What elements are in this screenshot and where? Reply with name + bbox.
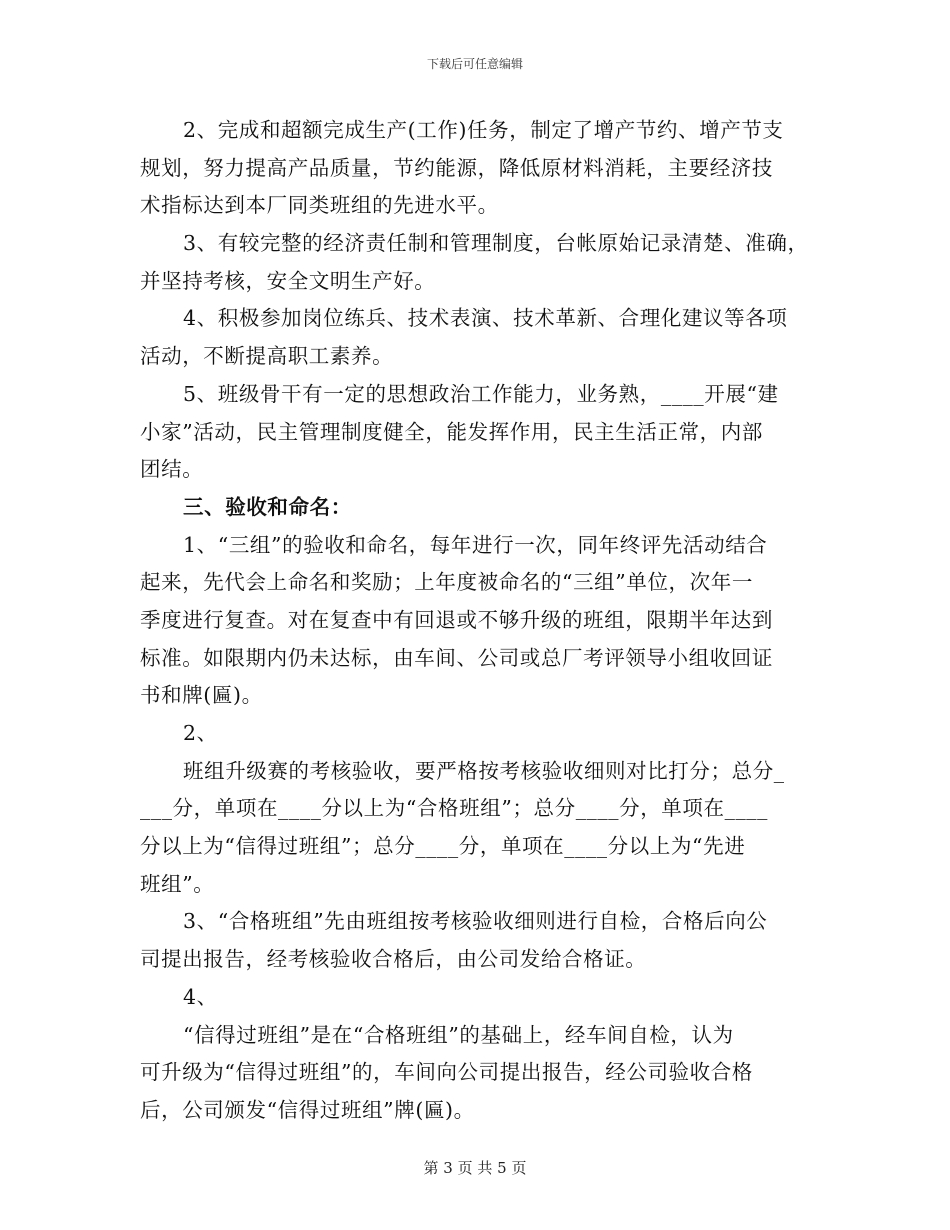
paragraph-line: 3、有较完整的经济责任制和管理制度，台帐原始记录清楚、准确，	[183, 231, 809, 256]
paragraph-line: 班组”。	[140, 871, 215, 896]
paragraph-line: 3、“合格班组”先由班组按考核验收细则进行自检，合格后向公	[183, 909, 768, 934]
paragraph-line: 小家”活动，民主管理制度健全，能发挥作用，民主生活正常，内部	[140, 419, 763, 444]
page-header: 下载后可任意编辑	[426, 57, 523, 71]
paragraph-line: 书和牌(匾)。	[140, 683, 263, 708]
paragraph-line: 可升级为“信得过班组”的，车间向公司提出报告，经公司验收合格	[140, 1060, 753, 1085]
paragraph-line: 术指标达到本厂同类班组的先进水平。	[140, 193, 499, 218]
section-heading: 三、验收和命名：	[183, 494, 352, 519]
paragraph-line: 标准。如限期内仍未达标，由车间、公司或总厂考评领导小组收回证	[140, 645, 773, 670]
paragraph-line: 4、	[183, 984, 218, 1009]
paragraph-line: 团结。	[140, 457, 204, 482]
page-footer: 第 3 页 共 5 页	[423, 1159, 527, 1177]
paragraph-line: 后，公司颁发“信得过班组”牌(匾)。	[140, 1097, 475, 1122]
paragraph-line: 规划，努力提高产品质量，节约能源，降低原材料消耗，主要经济技	[140, 155, 773, 180]
paragraph-line: 4、积极参加岗位练兵、技术表演、技术革新、合理化建议等各项	[183, 306, 788, 331]
paragraph-line: 2、	[183, 721, 218, 745]
paragraph-line: 司提出报告，经考核验收合格后，由公司发给合格证。	[140, 947, 647, 972]
paragraph-line: 班组升级赛的考核验收，要严格按考核验收细则对比打分；总分_	[183, 758, 785, 783]
document-body	[140, 112, 810, 1130]
paragraph-line: 起来，先代会上命名和奖励；上年度被命名的“三组”单位，次年一	[140, 570, 753, 595]
paragraph-line: “信得过班组”是在“合格班组”的基础上，经车间自检，认为	[183, 1022, 734, 1047]
paragraph-line: 分以上为“信得过班组”；总分____分，单项在____分以上为“先进	[140, 834, 746, 859]
paragraph-line: 活动，不断提高职工素养。	[140, 344, 394, 369]
paragraph-line: ___分，单项在____分以上为“合格班组”；总分____分，单项在____	[140, 796, 769, 821]
paragraph-line: 2、完成和超额完成生产(工作)任务，制定了增产节约、增产节支	[183, 118, 784, 142]
paragraph-line: 并坚持考核，安全文明生产好。	[140, 268, 436, 293]
paragraph-line: 1、“三组”的验收和命名，每年进行一次，同年终评先活动结合	[183, 532, 768, 557]
paragraph-line: 季度进行复查。对在复查中有回退或不够升级的班组，限期半年达到	[140, 607, 773, 632]
paragraph-line: 5、班级骨干有一定的思想政治工作能力，业务熟，____开展“建	[183, 381, 779, 406]
